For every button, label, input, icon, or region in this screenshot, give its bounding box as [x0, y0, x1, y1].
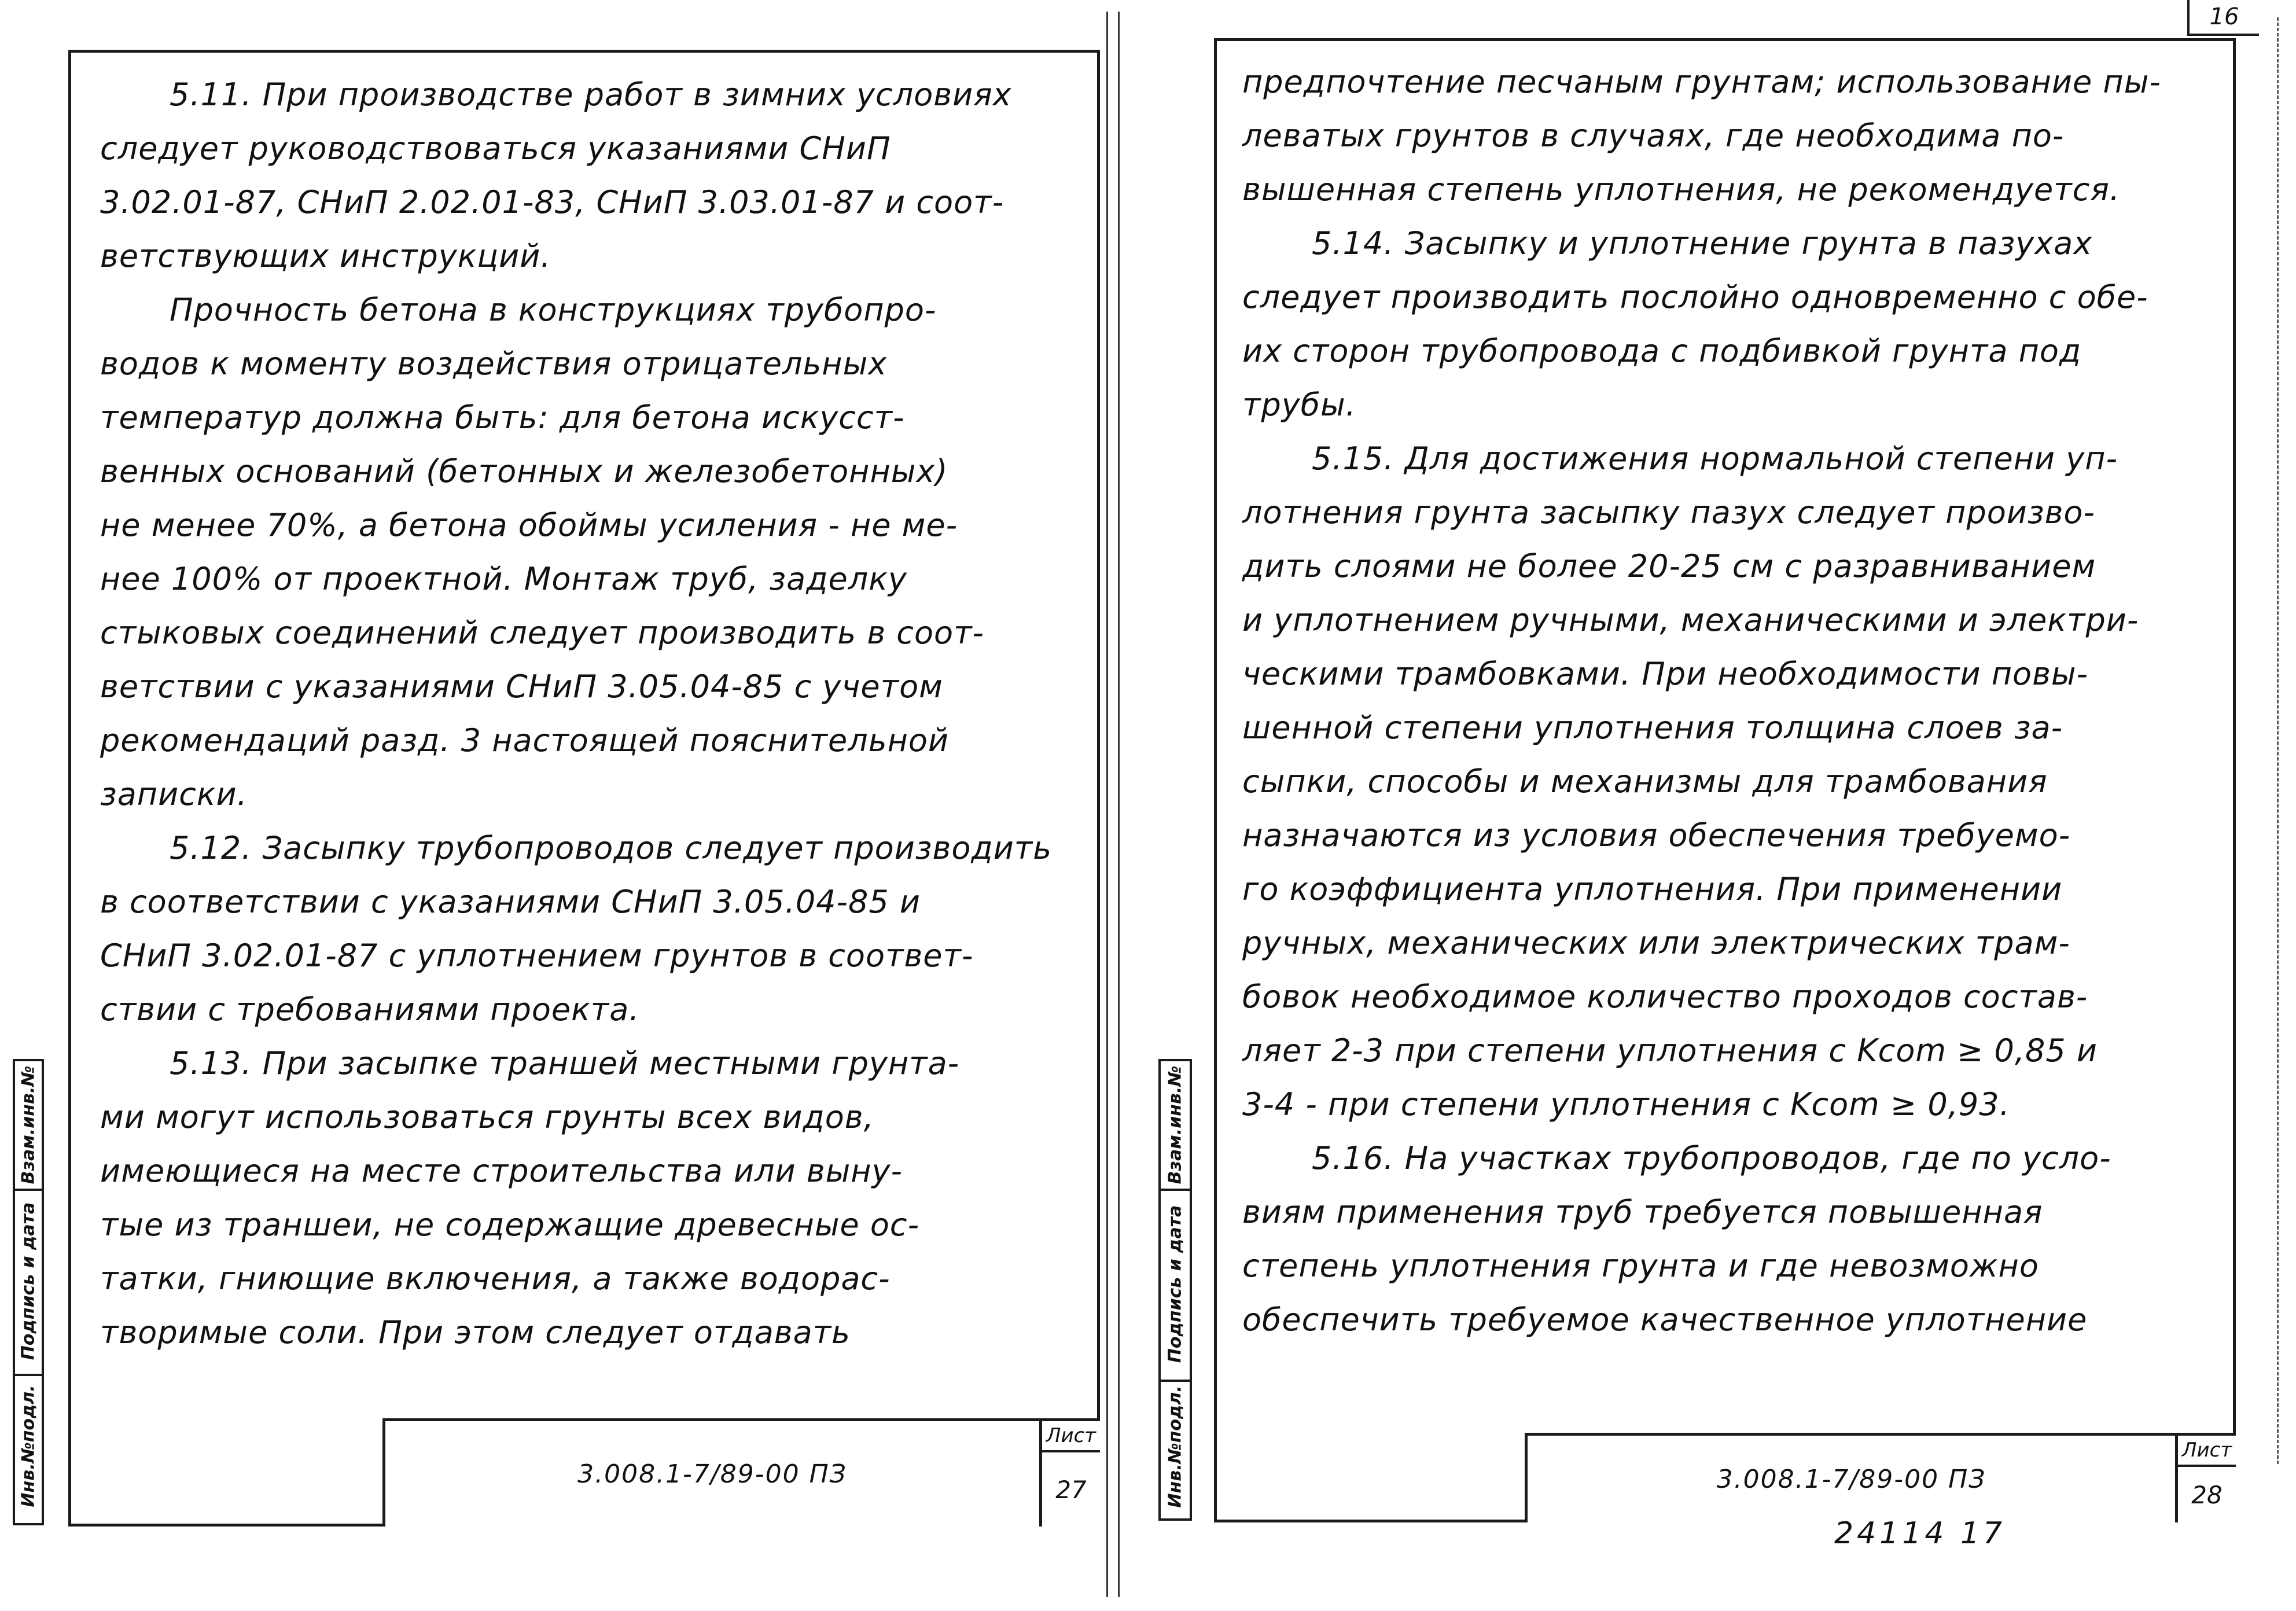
stamp-cell-inv-original: Инв.№подл.	[18, 1385, 39, 1507]
text-line: 5.12. Засыпку трубопроводов следует производить	[170, 830, 1053, 866]
right-side-stamp	[1158, 1059, 1192, 1521]
left-title-block	[382, 1418, 1100, 1527]
document-code: 3.008.1-7/89-00 ПЗ	[577, 1459, 847, 1489]
sheet-number-cell	[2175, 1436, 2236, 1522]
text-line: 3.02.01-87, СНиП 2.02.01-83, СНиП 3.03.01-87 и соот-	[100, 184, 1004, 220]
text-line: ствии с требованиями проекта.	[100, 991, 640, 1028]
text-line: Прочность бетона в конструкциях трубопро-	[170, 292, 937, 328]
center-gutter-line	[1106, 12, 1108, 1597]
text-line: ручных, механических или электрических трам-	[1242, 925, 2070, 961]
text-line: не менее 70%, а бетона обоймы усиления - не ме-	[100, 507, 958, 543]
text-line: сыпки, способы и механизмы для трамбования	[1242, 763, 2048, 800]
sheet-label: Лист	[1042, 1421, 1100, 1452]
stamp-cell-inv-original: Инв.№подл.	[1165, 1385, 1186, 1508]
left-page	[68, 50, 1100, 1527]
text-line: 5.16. На участках трубопроводов, где по усло-	[1312, 1140, 2111, 1176]
text-line: стыковых соединений следует производить в соот-	[100, 615, 985, 651]
sheet-number-cell	[1039, 1421, 1100, 1527]
text-line: степень уплотнения грунта и где невозможно	[1242, 1248, 2039, 1284]
text-line: ческими трамбовками. При необходимости повы-	[1242, 656, 2089, 692]
text-line: бовок необходимое количество проходов состав-	[1242, 979, 2088, 1015]
text-line: ветствующих инструкций.	[100, 238, 551, 274]
text-line: обеспечить требуемое качественное уплотнение	[1242, 1301, 2088, 1338]
corner-page-number: 16	[2187, 0, 2259, 36]
text-line: 5.13. При засыпке траншей местными грунта-	[170, 1045, 960, 1082]
text-line: 3-4 - при степени уплотнения с Kcom ≥ 0,93.	[1242, 1086, 2010, 1123]
stamp-cell-signature-date: Подпись и дата	[15, 1189, 42, 1376]
text-line: 5.11. При производстве работ в зимних условиях	[170, 76, 1012, 113]
sheet-number: 28	[2191, 1480, 2223, 1509]
text-line: СНиП 3.02.01-87 с уплотнением грунтов в соответ-	[100, 937, 974, 974]
text-line: 5.15. Для достижения нормальной степени уп-	[1312, 440, 2118, 477]
text-line: ми могут использоваться грунты всех видов,	[100, 1099, 874, 1135]
text-line: записки.	[100, 776, 248, 812]
text-line: их сторон трубопровода с подбивкой грунта под	[1242, 333, 2082, 369]
right-edge-fold-marks	[2277, 17, 2283, 1464]
left-page-text	[100, 68, 1078, 1359]
text-line: леватых грунтов в случаях, где необходима по-	[1242, 117, 2065, 154]
sheet-label: Лист	[2178, 1436, 2236, 1467]
text-line: татки, гниющие включения, а также водорас-	[100, 1260, 891, 1297]
text-line: предпочтение песчаным грунтам; использование пы-	[1242, 64, 2161, 100]
text-line: лотнения грунта засыпку пазух следует произво-	[1242, 494, 2095, 531]
text-line: в соответствии с указаниями СНиП 3.05.04-85 и	[100, 884, 921, 920]
text-line: температур должна быть: для бетона искусст-	[100, 399, 905, 436]
text-line: назначаются из условия обеспечения требуемо-	[1242, 817, 2071, 854]
stamp-cell-signature-date: Подпись и дата	[1161, 1189, 1190, 1382]
text-line: имеющиеся на месте строительства или выну-	[100, 1153, 903, 1189]
sheet-number: 27	[1055, 1475, 1087, 1504]
text-line: виям применения труб требуется повышенная	[1242, 1194, 2043, 1230]
text-line: ляет 2-3 при степени уплотнения с Kcom ≥ 0,85 и	[1242, 1032, 2098, 1069]
stamp-cell-replace-inv: Взам.инв.№	[1161, 1061, 1190, 1191]
text-line: рекомендаций разд. 3 настоящей пояснительной	[100, 722, 950, 759]
right-page	[1214, 38, 2236, 1522]
text-line: венных оснований (бетонных и железобетонных)	[100, 453, 948, 490]
text-line: трубы.	[1242, 387, 1356, 423]
text-line: следует производить послойно одновременно с обе-	[1242, 279, 2148, 315]
text-line: водов к моменту воздействия отрицательных	[100, 345, 888, 382]
center-gutter-line-2	[1118, 12, 1120, 1597]
archive-number: 24114 17	[1834, 1516, 2006, 1551]
right-title-block	[1525, 1433, 2236, 1522]
text-line: ветствии с указаниями СНиП 3.05.04-85 с учетом	[100, 668, 943, 705]
text-line: творимые соли. При этом следует отдавать	[100, 1314, 851, 1351]
document-code: 3.008.1-7/89-00 ПЗ	[1716, 1464, 1986, 1494]
text-line: го коэффициента уплотнения. При применении	[1242, 871, 2063, 907]
stamp-cell-replace-inv: Взам.инв.№	[15, 1061, 42, 1191]
text-line: вышенная степень уплотнения, не рекомендуется.	[1242, 171, 2121, 208]
text-line: 5.14. Засыпку и уплотнение грунта в пазухах	[1312, 225, 2093, 262]
right-page-text	[1242, 55, 2220, 1347]
text-line: шенной степени уплотнения толщина слоев за-	[1242, 709, 2063, 746]
left-side-stamp	[13, 1059, 44, 1525]
text-line: дить слоями не более 20-25 см с разравниванием	[1242, 548, 2096, 584]
text-line: и уплотнением ручными, механическими и электри-	[1242, 602, 2139, 638]
text-line: следует руководствоваться указаниями СНиП	[100, 130, 891, 167]
text-line: нее 100% от проектной. Монтаж труб, заделку	[100, 561, 907, 597]
text-line: тые из траншеи, не содержащие древесные ос-	[100, 1207, 920, 1243]
